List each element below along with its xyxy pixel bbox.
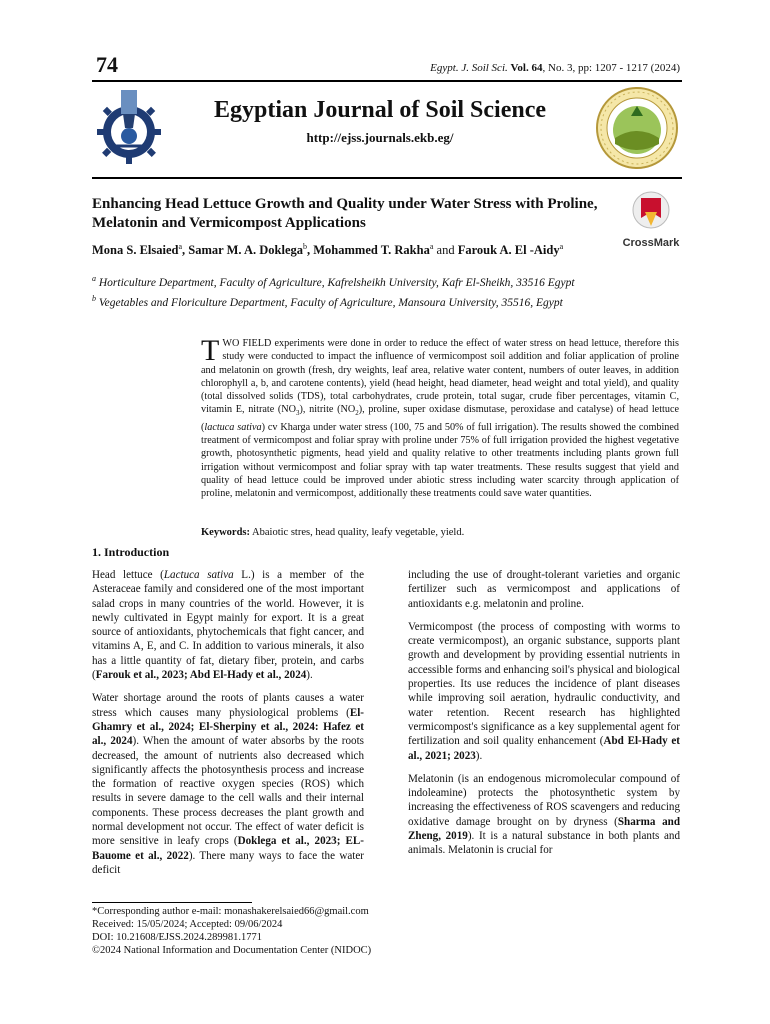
text: ). — [475, 749, 483, 762]
affiliations — [92, 271, 575, 311]
crossmark-icon — [629, 190, 673, 230]
abstract — [201, 334, 679, 501]
author-sep: , — [182, 243, 189, 258]
citation-volume: Vol. 64 — [510, 62, 543, 74]
corresponding-author: *Corresponding author e-mail: monashakerelsaied66@gmail.com — [92, 906, 369, 917]
paragraph: including the use of drought-tolerant varieties and organic fertilizer such as vermicompost and applications of antioxidants e.g. melatonin and proline. — [408, 569, 680, 610]
paragraph — [92, 568, 364, 682]
text: ). It is a natural substance in both plants and animals. Melatonin is crucial for — [408, 830, 681, 857]
author-name: Farouk A. El -Aidy — [457, 243, 560, 258]
received-dates: Received: 15/05/2024; Accepted: 09/06/2024 — [92, 919, 283, 930]
keywords-label: Keywords: — [201, 527, 250, 538]
footnote-rule — [92, 902, 252, 903]
footnotes — [92, 905, 371, 957]
author-sep: and — [433, 243, 458, 258]
citation-ref: Farouk et al., 2023; Abd El-Hady et al., 2024 — [95, 669, 307, 682]
abstract-text: ) cv Kharga under water stress (100, 75 and 50% of full irrigation). The results showed the combined treatment of vermicompost and foliar spray with proline under 75% of full irrigation provided the highest vegetative growth, photosynthetic pigments, head yield and quality relative to other treatments including plants grown full irrigation without vermicompost and foliar spray with tap water treatments. These results suggest that yield and quality of head lettuce could be improved under abiotic stress including water scarcity through application of proline, melatonin and vermicompost, additionally these treatments could save water quantities. — [201, 421, 679, 500]
abstract-dropcap: T — [201, 334, 220, 367]
author-name: Mona S. Elsaied — [92, 243, 179, 258]
society-logo-icon — [90, 88, 168, 170]
abstract-text: WO FIELD experiments were done in order to reduce the effect of water stress on head lettuce, therefore this study were conducted to impact the influence of vermicompost soil addition and foliar application of proline and melatonin on growth (fresh, dry weights, leaf area, relative water content, numbers of outer leaves, in addition chlorophyll a, b, and carotene contents), yield (head height, head diameter, head weight and total yield), and quality (total dissolved solids (TDS), total carbohydrates, crude protein, total sugar, crude fiber percentages, vitamin C, vitamin E, nitrate (NO — [201, 338, 679, 416]
paragraph — [408, 772, 680, 858]
section-heading: 1. Introduction — [92, 545, 170, 559]
paragraph — [92, 691, 364, 877]
abstract-sub: 3 — [296, 409, 300, 418]
column-left — [92, 568, 364, 886]
author-affil-mark: b — [303, 242, 307, 251]
affil-text: Vegetables and Floriculture Department, Faculty of Agriculture, Mansoura University, 35516, Egypt — [96, 296, 563, 309]
paragraph — [408, 620, 680, 763]
text: ). When the amount of water absorbs by the roots decreased, the amount of nutrients also decreased which significantly affects the photosynthesis process and increase the formation of reactive oxygen species (ROS) which results in severe damage to the cell walls and their internal components. These process decreases the plant growth and normal development not occur. The effect of water deficit is more sensitive in leafy crops ( — [92, 735, 364, 848]
abstract-text: ), nitrite (NO — [299, 404, 356, 416]
abstract-italic: lactuca sativa — [204, 421, 262, 433]
doi: DOI: 10.21608/EJSS.2024.289981.1771 — [92, 932, 263, 943]
author-affil-mark: a — [559, 242, 564, 251]
author-name: Samar M. A. Doklega — [188, 243, 303, 258]
article-title: Enhancing Head Lettuce Growth and Quality under Water Stress with Proline, Melatonin and Vermicompost Applications — [92, 196, 598, 231]
header-rule-bottom — [92, 177, 682, 179]
journal-title: Egyptian Journal of Soil Science — [213, 97, 547, 123]
citation-ref: El-Ghamry et al., 2024; El-Sherpiny et al., 2024: Hafez et al., 2024 — [92, 706, 364, 748]
text: Vermicompost (the process of composting with worms to create vermicompost), an organic substance, supports plant growth and development by providing essential nutrients in accessible forms and enhancing soil's physical and biological properties. Its use reduces the incidence of plant diseases while improving soil aeration, hydraulic conductivity, and water retention. Recent research has highlighted vermicompost's significance as a key supplemental agent for fertilization and soil quality enhancement ( — [408, 620, 680, 748]
page-number: 74 — [96, 52, 118, 77]
crossmark-label: CrossMark — [622, 237, 680, 249]
affiliation-a — [92, 271, 575, 291]
text: Water shortage around the roots of plants causes a water stress which causes many physiological problems ( — [92, 692, 364, 719]
journal-citation — [430, 62, 680, 74]
citation-journal: Egypt. J. Soil Sci. — [430, 62, 508, 74]
text: L.) is a member of the Asteraceae family and considered one of the most important salad crops in many countries of the world. However, it is newly cultivated in Egypt mainly for export. It is a great source of antioxidants, phytochemicals that fight cancer, and vitamins A, E, and C. In addition to various minerals, it also has a little quantity of fat, dietary fiber, protein, and carbs ( — [92, 569, 364, 682]
text: Head lettuce ( — [92, 569, 164, 581]
citation-ref: Sharma and Zheng, 2019 — [408, 815, 680, 843]
citation-ref: Doklega et al., 2023; EL-Bauome et al., 2022 — [92, 835, 365, 862]
citation-ref: Abd El-Hady et al., 2021; 2023 — [408, 735, 680, 762]
affiliation-b — [92, 291, 575, 311]
text-italic: Lactuca sativa — [163, 569, 234, 581]
author-affil-mark: a — [429, 242, 434, 251]
keywords-text: Abaiotic stres, head quality, leafy vegetable, yield. — [250, 527, 465, 538]
copyright: ©2024 National Information and Documentation Center (NIDOC) — [92, 945, 372, 956]
author-sep: , — [307, 243, 314, 258]
affil-text: Horticulture Department, Faculty of Agriculture, Kafrelsheikh University, Kafr El-Sheikh, 33516 Egypt — [96, 276, 575, 289]
abstract-sub: 2 — [355, 409, 359, 418]
text: ). — [306, 669, 313, 682]
text: ). There many ways to face the water deficit — [92, 849, 364, 876]
affil-mark: b — [92, 293, 96, 303]
author-affil-mark: a — [178, 242, 183, 251]
abstract-text: ), proline, super oxidase dismutase, peroxidase and catalyse) of head lettuce ( — [201, 404, 679, 433]
journal-url-link[interactable]: http://ejss.journals.ekb.eg/ — [306, 130, 454, 145]
journal-seal-icon — [595, 86, 679, 170]
affil-mark: a — [92, 274, 96, 283]
citation-rest: , No. 3, pp: 1207 - 1217 (2024) — [542, 62, 680, 74]
text: Melatonin (is an endogenous micromolecular compound of indoleamine) protects the photosynthetic system by increasing the effectiveness of ROS scavengers and reducing oxidative damage brought on by dryness ( — [408, 772, 680, 828]
column-right — [408, 568, 680, 867]
authors-line — [92, 242, 563, 258]
header-rule-top — [92, 80, 682, 82]
keywords — [201, 527, 464, 538]
crossmark-badge[interactable] — [618, 190, 684, 249]
author-name: Mohammed T. Rakha — [313, 243, 430, 258]
